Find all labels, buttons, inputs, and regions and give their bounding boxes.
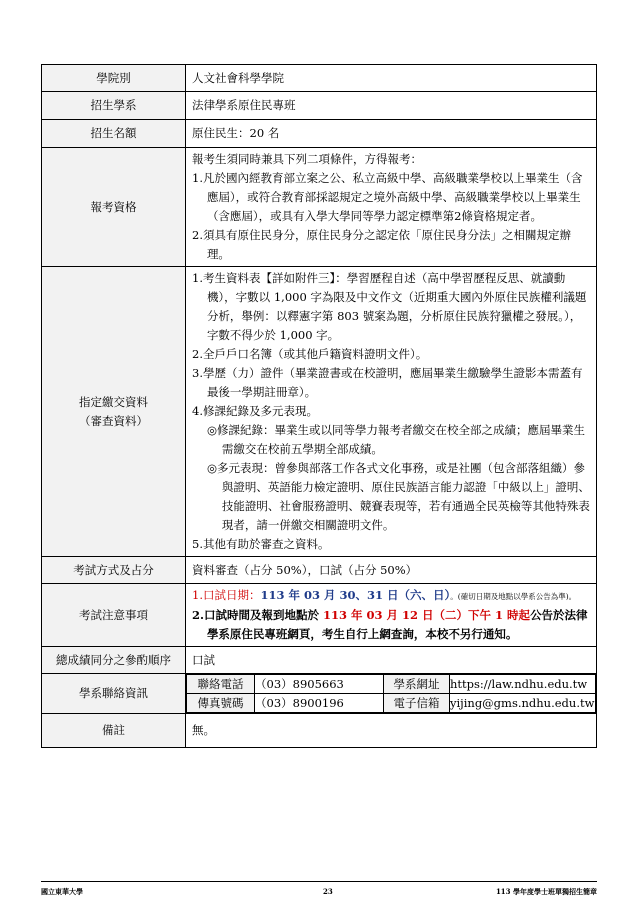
contact-table (186, 674, 596, 713)
college-value: 人文社會科學學院 (186, 65, 597, 92)
email-label: 電子信箱 (384, 694, 450, 713)
documents-label (42, 267, 186, 557)
footer-university: 國立東華大學 (41, 887, 83, 896)
notice-1-note: 。(確切日期及地點以學系公告為準)。 (450, 592, 577, 601)
method-value: 資料審查（占分 50%），口試（占分 50%） (186, 557, 597, 584)
documents-item-4: 4.修課紀錄及多元表現。 (192, 404, 318, 418)
notice-label: 考試注意事項 (42, 584, 186, 647)
department-label: 招生學系 (42, 92, 186, 120)
fax-value: （03）8900196 (255, 694, 384, 713)
documents-item-1: 1.考生資料表【詳如附件三】：學習歷程自述（高中學習歷程反思、就讀動機），字數以 1,000 字為限及中文作文（近期重大國內外原住民族權利議題分析，舉例：以釋憲字第 803 號案為題，分析原住民族狩獵權之發展。），字數不得少於 1,000 字。 (192, 271, 587, 342)
quota-value: 原住民生：20 名 (186, 120, 597, 148)
documents-label-line1: 指定繳交資料 (79, 394, 148, 409)
documents-label-line2: （審查資料） (79, 413, 148, 428)
footer-page-number: 23 (323, 887, 333, 896)
footer-brochure-title: 113 學年度學士班單獨招生簡章 (495, 887, 597, 896)
documents-subitem-performance: ◎多元表現：曾參與部落工作各式文化事務，或是社團（包含部落組織）參與證明、英語能力檢定證明、原住民族語言能力認證「中級以上」證明、技能證明、社會服務證明、競賽表現等，若有通過全民英檢等其他特殊表現者，請一併繳交相關證明文件。 (206, 461, 590, 532)
email-link[interactable]: yijing@gms.ndhu.edu.tw (450, 694, 596, 713)
eligibility-value (186, 148, 597, 267)
eligibility-intro: 報考生須同時兼具下列二項條件，方得報考： (192, 152, 422, 166)
documents-item-5: 5.其他有助於審查之資料。 (192, 537, 330, 551)
documents-value (186, 267, 597, 557)
website-link[interactable]: https://law.ndhu.edu.tw (450, 675, 596, 694)
notice-2-date: 113 年 03 月 12 日（二）下午 1 時起 (323, 608, 531, 622)
documents-item-2: 2.全戶戶口名簿（或其他戶籍資料證明文件）。 (192, 347, 428, 361)
notice-item-2 (192, 606, 590, 644)
contact-cell (186, 674, 597, 714)
documents-subitem-course: ◎修課紀錄：畢業生或以同等學力報考者繳交在校全部之成績；應屆畢業生需繳交在校前五學期全部成績。 (206, 423, 585, 456)
notice-value (186, 584, 597, 647)
college-label: 學院別 (42, 65, 186, 92)
notice-item-1 (192, 586, 590, 606)
tiebreak-value: 口試 (186, 647, 597, 674)
notice-1-date: 113 年 03 月 30、31 日（六、日） (260, 588, 451, 602)
phone-label: 聯絡電話 (187, 675, 255, 694)
page-footer (41, 881, 597, 898)
quota-label: 招生名額 (42, 120, 186, 148)
website-label: 學系網址 (384, 675, 450, 694)
department-value: 法律學系原住民專班 (186, 92, 597, 120)
method-label: 考試方式及占分 (42, 557, 186, 584)
fax-label: 傳真號碼 (187, 694, 255, 713)
remarks-value: 無。 (186, 714, 597, 748)
remarks-label: 備註 (42, 714, 186, 748)
notice-1-prefix: 1. (192, 588, 203, 602)
documents-item-3: 3.學歷（力）證件（畢業證書或在校證明，應屆畢業生繳驗學生證影本需蓋有最後一學期註冊章）。 (192, 366, 583, 399)
notice-1-label: 口試日期： (202, 588, 261, 602)
eligibility-item-1: 1.凡於國內經教育部立案之公、私立高級中學、高級職業學校以上畢業生（含應屆），或符合教育部採認規定之境外高級中學、高級職業學校以上畢業生（含應屆），或具有入學大學同等學力認定標準第2條資格規定者。 (192, 171, 583, 223)
notice-2-prefix: 2.口試時間及報到地點於 (192, 608, 324, 622)
contact-label: 學系聯絡資訊 (42, 674, 186, 714)
eligibility-label: 報考資格 (42, 148, 186, 267)
notice-2-suffix: 公告於法律學系原住民專班網頁，考生自行上網查詢，本校不另行通知。 (206, 608, 588, 641)
admission-info-table (41, 64, 597, 748)
phone-value: （03）8905663 (255, 675, 384, 694)
tiebreak-label: 總成績同分之參酌順序 (42, 647, 186, 674)
eligibility-item-2: 2.須具有原住民身分，原住民身分之認定依「原住民身分法」之相關規定辦理。 (192, 228, 571, 261)
